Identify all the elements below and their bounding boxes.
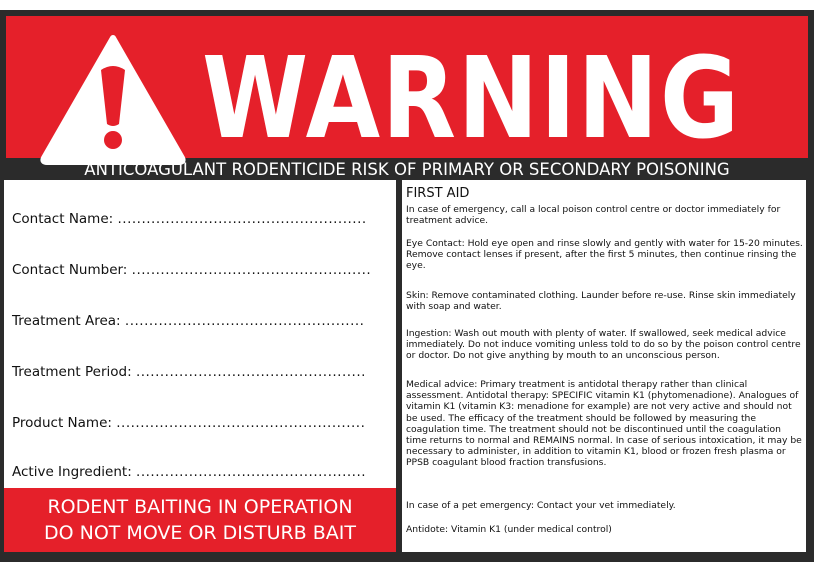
field-label: Product Name: <box>12 415 112 431</box>
active-ingredient-field[interactable] <box>12 464 366 480</box>
pet-emergency-text: : Contact your vet immediately. <box>530 500 676 511</box>
treatment-period-field[interactable] <box>12 364 366 380</box>
field-dots: .................................................... <box>116 415 366 431</box>
antidote-paragraph <box>406 524 804 535</box>
medical-advice-paragraph <box>406 379 804 469</box>
product-name-field[interactable] <box>12 415 365 431</box>
field-dots: ................................................ <box>135 364 366 380</box>
contact-number-field[interactable] <box>12 262 371 278</box>
skin-paragraph <box>406 290 804 312</box>
ingestion-label: Ingestion <box>406 328 449 339</box>
field-label: Contact Name: <box>12 211 114 227</box>
first-aid-title: FIRST AID <box>406 186 470 201</box>
treatment-area-field[interactable] <box>12 313 364 329</box>
field-label: Contact Number: <box>12 262 128 278</box>
antidote-text: : Vitamin K1 (under medical control) <box>444 524 612 535</box>
skin-text: : Remove contaminated clothing. Launder before re-use. Rinse skin immediately with soap and water. <box>406 290 796 313</box>
field-dots: .................................................. <box>124 313 365 329</box>
field-dots: ................................................ <box>136 464 367 480</box>
field-label: Treatment Period: <box>12 364 132 380</box>
field-dots: .................................................. <box>131 262 372 278</box>
field-label: Treatment Area: <box>12 313 121 329</box>
warning-title: WARNING <box>202 34 741 164</box>
bait-notice-line-1: RODENT BAITING IN OPERATION <box>47 496 353 518</box>
exclamation-triangle-icon <box>38 32 188 166</box>
pet-emergency-label: In case of a pet emergency <box>406 500 531 511</box>
contact-details-panel <box>4 180 396 490</box>
medical-advice-text: : Primary treatment is antidotal therapy rather than clinical assessment. Antidotal therapy: SPECIFIC vitamin K1 (phytomenadione). Analogues of vitamin K1 (vitamin K3: menadione for example) are not very active and should not be used. The efficacy of the treatment should be followed by measuring the coagulation time. The treatment should not be discontinued until the coagulation time returns to normal and REMAINS normal. In case of serious intoxication, it may be necessary to administer, in addition to vitamin K1, blood or frozen fresh plasma or PPSB coagulant blood fraction transfusions. <box>406 379 802 469</box>
first-aid-intro: In case of emergency, call a local poison control centre or doctor immediately for treatment advice. <box>406 204 781 227</box>
first-aid-panel <box>402 180 806 552</box>
eye-contact-paragraph <box>406 238 804 272</box>
eye-contact-text: : Hold eye open and rinse slowly and gently with water for 15-20 minutes. Remove contact lenses if present, after the first 5 minutes, then continue rinsing the eye. <box>406 238 803 272</box>
antidote-label: Antidote <box>406 524 445 535</box>
bait-notice <box>4 488 396 552</box>
ingestion-text: : Wash out mouth with plenty of water. If swallowed, seek medical advice immediately. Do not induce vomiting unless told to do so by the poison control centre or doctor. Do not give anything by mouth to an unconscious person. <box>406 328 801 362</box>
medical-advice-label: Medical advice <box>406 379 475 390</box>
contact-name-field[interactable] <box>12 211 367 227</box>
skin-label: Skin <box>406 290 426 301</box>
field-label: Active Ingredient: <box>12 464 132 480</box>
poisoning-subtitle: ANTICOAGULANT RODENTICIDE RISK OF PRIMARY OR SECONDARY POISONING <box>84 160 730 179</box>
warning-banner <box>6 16 808 164</box>
pet-emergency-paragraph <box>406 500 804 511</box>
bait-notice-line-2: DO NOT MOVE OR DISTURB BAIT <box>43 522 356 544</box>
eye-contact-label: Eye Contact <box>406 238 462 249</box>
ingestion-paragraph <box>406 328 804 362</box>
field-dots: .................................................... <box>117 211 367 227</box>
warning-sign <box>0 10 814 562</box>
